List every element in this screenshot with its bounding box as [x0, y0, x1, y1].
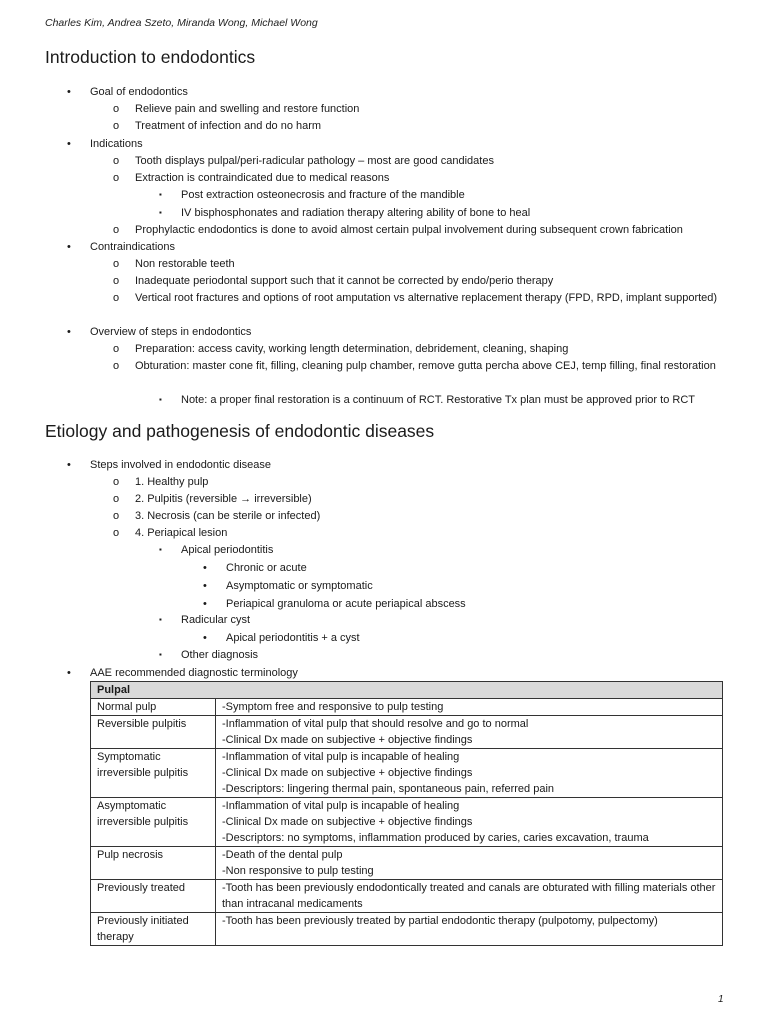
table-row [91, 798, 723, 847]
etiology-list-item-text: 4. Periapical lesion [135, 527, 228, 539]
description-line: -Tooth has been previously treated by partial endodontic therapy (pulpotomy, pulpectomy) [222, 915, 658, 927]
etiology-list-item-text: Chronic or acute [226, 562, 307, 574]
description-line: -Inflammation of vital pulp is incapable of healing [222, 800, 460, 812]
table-cell-term: Asymptomatic irreversible pulpitis [91, 798, 216, 847]
etiology-list-item [67, 457, 720, 473]
bullet-marker-icon: ▪ [159, 545, 162, 554]
table-cell-term: Symptomatic irreversible pulpitis [91, 749, 216, 798]
table-row [91, 749, 723, 798]
intro-list-item [67, 239, 720, 255]
intro-list-item-text: Preparation: access cavity, working length determination, debridement, cleaning, shaping [135, 343, 569, 355]
etiology-list-item-text: 2. Pulpitis (reversible → irreversible) [135, 493, 312, 505]
etiology-list-item-text: Other diagnosis [181, 649, 259, 661]
intro-list-item-text: Extraction is contraindicated due to medical reasons [135, 172, 390, 184]
bullet-marker-icon: • [67, 667, 71, 679]
intro-list-item [113, 101, 720, 117]
intro-list-item-text: Inadequate periodontal support such that it cannot be corrected by endo/perio therapy [135, 275, 554, 287]
intro-list-item-text: Overview of steps in endodontics [90, 326, 252, 338]
bullet-marker-icon: • [203, 632, 207, 644]
table-cell-term: Pulp necrosis [91, 847, 216, 880]
page-number: 1 [718, 994, 724, 1005]
bullet-marker-icon: o [113, 510, 120, 522]
bullet-marker-icon: o [113, 343, 120, 355]
etiology-list-item-text: AAE recommended diagnostic terminology [90, 667, 298, 679]
intro-list-item [113, 290, 720, 306]
intro-list-item [113, 170, 720, 186]
description-line: -Inflammation of vital pulp that should resolve and go to normal [222, 718, 529, 730]
table-cell-term: Previously initiated therapy [91, 913, 216, 946]
authors-line: Charles Kim, Andrea Szeto, Miranda Wong, Michael Wong [45, 17, 318, 29]
etiology-list-item-text: Apical periodontitis [181, 544, 274, 556]
table-cell-term: Reversible pulpitis [91, 716, 216, 749]
etiology-list-item [113, 491, 720, 507]
bullet-marker-icon: • [67, 138, 71, 150]
etiology-list-item-text: 3. Necrosis (can be sterile or infected) [135, 510, 321, 522]
diagnostic-terminology-table [90, 681, 723, 946]
bullet-marker-icon: • [203, 562, 207, 574]
bullet-marker-icon: • [203, 580, 207, 592]
table-cell-description [216, 699, 723, 716]
etiology-list-item-text: Periapical granuloma or acute periapical abscess [226, 598, 466, 610]
table-cell-description [216, 880, 723, 913]
intro-list-item [159, 392, 721, 408]
intro-list-item [159, 187, 721, 203]
intro-list-item-text: Obturation: master cone fit, filling, cleaning pulp chamber, remove gutta percha above CEJ, temp filling, final restoration [135, 360, 716, 372]
bullet-marker-icon: o [113, 476, 120, 488]
intro-list-item [67, 84, 720, 100]
etiology-list-item [159, 542, 721, 558]
description-line: -Descriptors: lingering thermal pain, spontaneous pain, referred pain [222, 783, 555, 795]
description-line: -Inflammation of vital pulp is incapable of healing [222, 751, 460, 763]
etiology-list-item [203, 596, 721, 612]
etiology-list-item [203, 560, 721, 576]
table-cell-description [216, 749, 723, 798]
bullet-marker-icon: ▪ [159, 208, 162, 217]
table-row [91, 847, 723, 880]
table-row [91, 913, 723, 946]
bullet-marker-icon: o [113, 275, 120, 287]
description-line: -Descriptors: no symptoms, inflammation produced by caries, caries excavation, trauma [222, 832, 649, 844]
bullet-marker-icon: o [113, 493, 120, 505]
bullet-marker-icon: o [113, 155, 120, 167]
intro-list-item-text: Tooth displays pulpal/peri-radicular pathology – most are good candidates [135, 155, 494, 167]
bullet-marker-icon: ▪ [159, 650, 162, 659]
intro-list-item-text: Indications [90, 138, 143, 150]
table-cell-description [216, 913, 723, 946]
bullet-marker-icon: o [113, 527, 120, 539]
table-header-pulpal: Pulpal [91, 682, 723, 699]
bullet-marker-icon: • [67, 326, 71, 338]
intro-list-item [113, 222, 720, 238]
bullet-marker-icon: o [113, 258, 120, 270]
intro-list-item-text: Treatment of infection and do no harm [135, 120, 322, 132]
intro-list-item [113, 358, 720, 374]
description-line: -Clinical Dx made on subjective + objective findings [222, 816, 473, 828]
bullet-marker-icon: ▪ [159, 190, 162, 199]
description-line: -Clinical Dx made on subjective + objective findings [222, 767, 473, 779]
intro-list-item-text: IV bisphosphonates and radiation therapy altering ability of bone to heal [181, 207, 531, 219]
intro-list-item [67, 324, 720, 340]
table-header-row [91, 682, 723, 699]
table-cell-term: Previously treated [91, 880, 216, 913]
etiology-list-item [159, 612, 721, 628]
bullet-marker-icon: o [113, 224, 120, 236]
etiology-list-item [113, 508, 720, 524]
table-row [91, 880, 723, 913]
bullet-marker-icon: ▪ [159, 395, 162, 404]
etiology-list-item-text: Apical periodontitis + a cyst [226, 632, 360, 644]
intro-list-item [113, 273, 720, 289]
intro-list-item [159, 205, 721, 221]
intro-list-item-text: Goal of endodontics [90, 86, 188, 98]
intro-list-item-text: Prophylactic endodontics is done to avoid almost certain pulpal involvement during subsequent crown fabrication [135, 224, 683, 236]
intro-list-item-text: Note: a proper final restoration is a continuum of RCT. Restorative Tx plan must be approved prior to RCT [181, 394, 695, 406]
bullet-marker-icon: • [67, 86, 71, 98]
etiology-list-item-text: Radicular cyst [181, 614, 251, 626]
intro-list-item-text: Non restorable teeth [135, 258, 235, 270]
etiology-list-item [159, 647, 721, 663]
table-row [91, 699, 723, 716]
table-cell-term: Normal pulp [91, 699, 216, 716]
bullet-marker-icon: o [113, 360, 120, 372]
bullet-marker-icon: • [203, 598, 207, 610]
bullet-marker-icon: o [113, 172, 120, 184]
intro-list-item-text: Contraindications [90, 241, 175, 253]
table-cell-description [216, 798, 723, 847]
etiology-list-item [203, 630, 721, 646]
bullet-marker-icon: o [113, 292, 120, 304]
intro-list-item-text: Vertical root fractures and options of root amputation vs alternative replacement therapy (FPD, RPD, implant supported) [135, 292, 718, 304]
intro-list-item [113, 153, 720, 169]
etiology-list-item [203, 578, 721, 594]
etiology-list-item-text: Steps involved in endodontic disease [90, 459, 272, 471]
intro-list-item [113, 256, 720, 272]
section-title-etiology: Etiology and pathogenesis of endodontic diseases [45, 421, 435, 441]
intro-list-item [67, 136, 720, 152]
bullet-marker-icon: ▪ [159, 615, 162, 624]
etiology-list-item-text: Asymptomatic or symptomatic [226, 580, 373, 592]
table-cell-description [216, 847, 723, 880]
intro-list-item-text: Post extraction osteonecrosis and fracture of the mandible [181, 189, 465, 201]
description-line: -Symptom free and responsive to pulp testing [222, 701, 444, 713]
intro-list-item [113, 118, 720, 134]
description-line: -Tooth has been previously endodontically treated and canals are obturated with filling materials other than intracanal medicaments [222, 882, 716, 910]
section-title-introduction: Introduction to endodontics [45, 47, 256, 67]
description-line: -Non responsive to pulp testing [222, 865, 374, 877]
bullet-marker-icon: o [113, 103, 120, 115]
etiology-list-item [67, 665, 720, 681]
intro-list-item [113, 341, 720, 357]
bullet-marker-icon: • [67, 459, 71, 471]
etiology-list-item-text: 1. Healthy pulp [135, 476, 209, 488]
description-line: -Death of the dental pulp [222, 849, 343, 861]
table-row [91, 716, 723, 749]
intro-list-item-text: Relieve pain and swelling and restore function [135, 103, 360, 115]
bullet-marker-icon: • [67, 241, 71, 253]
etiology-list-item [113, 525, 720, 541]
table-cell-description [216, 716, 723, 749]
bullet-marker-icon: o [113, 120, 120, 132]
description-line: -Clinical Dx made on subjective + objective findings [222, 734, 473, 746]
etiology-list-item [113, 474, 720, 490]
